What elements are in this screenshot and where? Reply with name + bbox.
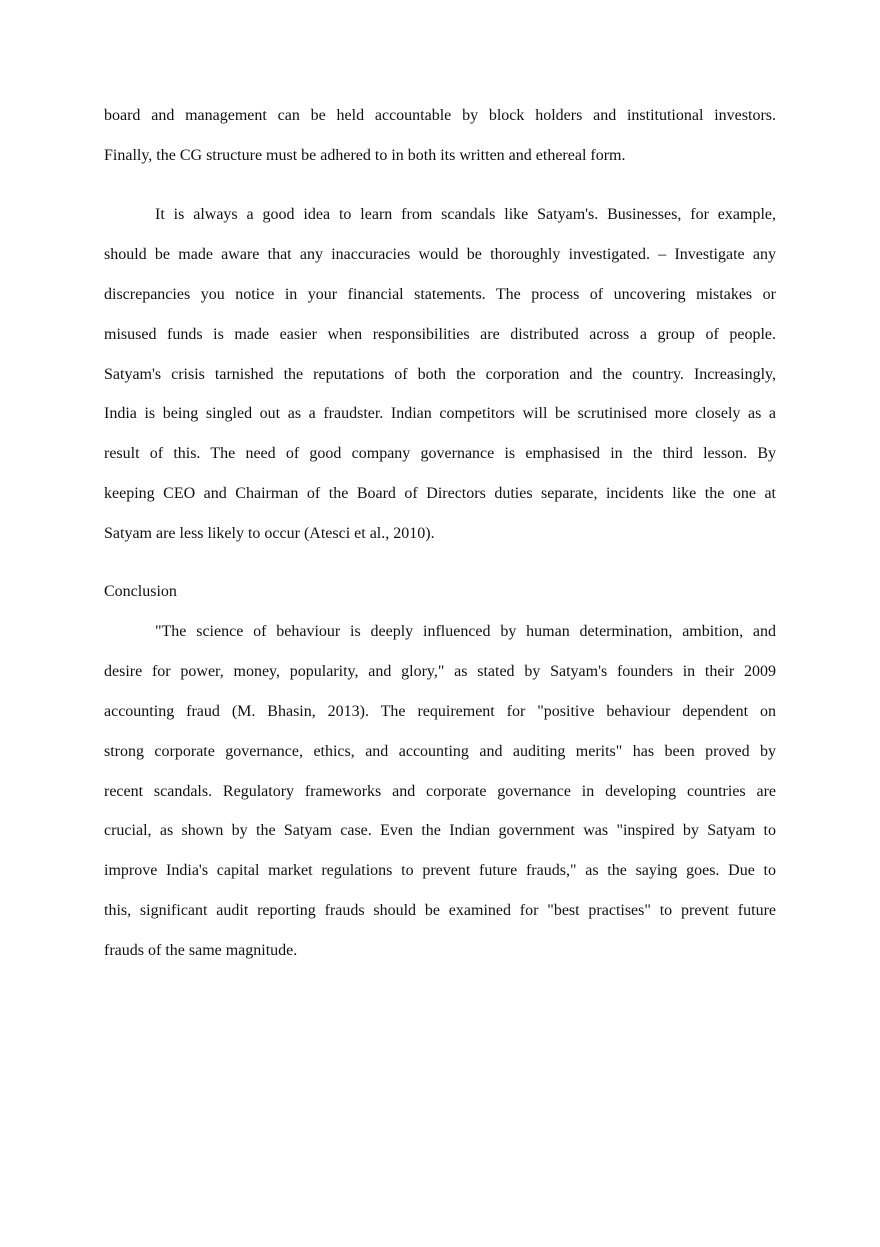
text-line: result of this. The need of good company governance is emphasised in the third lesson. By — [104, 445, 776, 463]
text-line: It is always a good idea to learn from scandals like Satyam's. Businesses, for example, — [155, 206, 776, 223]
text-line: Conclusion — [104, 583, 177, 600]
text-line: strong corporate governance, ethics, and accounting and auditing merits" has been proved by — [104, 742, 776, 760]
text-line: Finally, the CG structure must be adhered to in both its written and ethereal form. — [104, 146, 626, 164]
text-line: should be made aware that any inaccuracies would be thoroughly investigated. – Investigate any — [104, 245, 776, 263]
text-line: this, significant audit reporting frauds should be examined for "best practises" to prevent future — [104, 902, 776, 920]
text-line: Satyam are less likely to occur (Atesci et al., 2010). — [104, 525, 435, 543]
text-line: Satyam's crisis tarnished the reputations of both the corporation and the country. Increasingly, — [104, 365, 776, 383]
text-line: misused funds is made easier when responsibilities are distributed across a group of people. — [104, 325, 776, 343]
text-line: accounting fraud (M. Bhasin, 2013). The requirement for "positive behaviour dependent on — [104, 702, 776, 720]
paragraph-conclusion — [104, 612, 776, 971]
text-line: keeping CEO and Chairman of the Board of Directors duties separate, incidents like the one at — [104, 485, 776, 503]
text-line: board and management can be held accountable by block holders and institutional investors. — [104, 107, 776, 124]
paragraph-lessons — [104, 195, 776, 554]
text-line: frauds of the same magnitude. — [104, 942, 298, 960]
text-line: "The science of behaviour is deeply influenced by human determination, ambition, and — [155, 623, 776, 640]
text-line: desire for power, money, popularity, and glory," as stated by Satyam's founders in their 2009 — [104, 662, 776, 680]
text-line: crucial, as shown by the Satyam case. Even the Indian government was "inspired by Satyam to — [104, 822, 776, 840]
text-line: improve India's capital market regulations to prevent future frauds," as the saying goes. Due to — [104, 862, 776, 880]
paragraph-accountability — [104, 96, 776, 176]
text-line: India is being singled out as a fraudster. Indian competitors will be scrutinised more closely as a — [104, 405, 776, 423]
section-heading-conclusion — [104, 572, 776, 612]
text-line: recent scandals. Regulatory frameworks and corporate governance in developing countries are — [104, 782, 776, 800]
text-line: discrepancies you notice in your financial statements. The process of uncovering mistakes or — [104, 285, 776, 303]
